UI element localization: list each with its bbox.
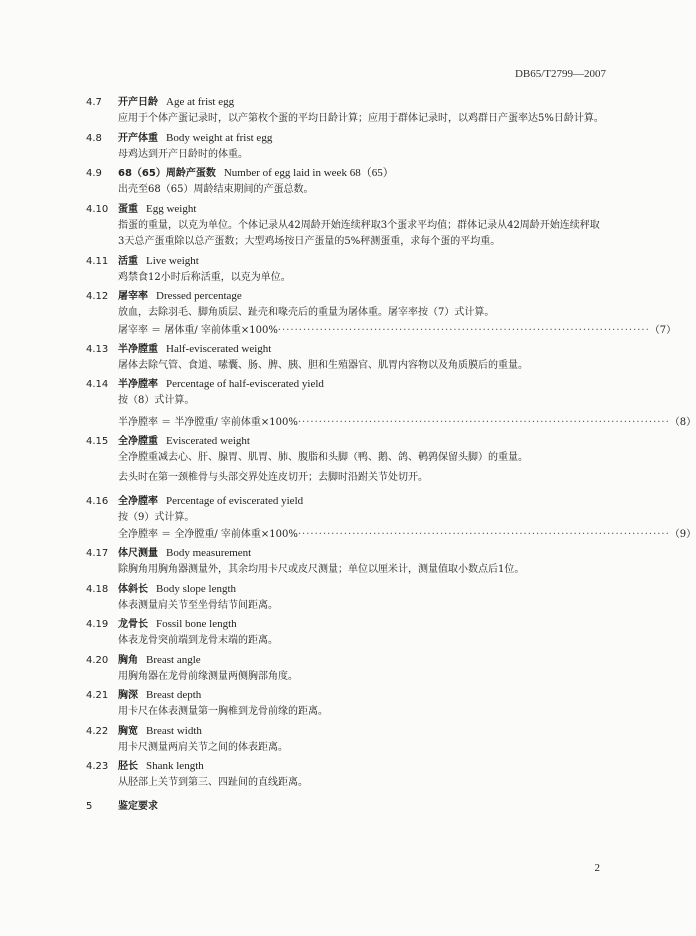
term-definition: 用胸角器在龙骨前缘测量两侧胸部角度。 bbox=[118, 670, 298, 682]
leader-dots: ························································································· bbox=[277, 324, 650, 336]
term-english: Body weight at frist egg bbox=[166, 131, 273, 144]
section-5 bbox=[86, 798, 606, 815]
term-english: Fossil bone length bbox=[156, 618, 237, 630]
equation-number: （8） bbox=[669, 416, 696, 428]
section-4-14 bbox=[86, 376, 696, 431]
term-definition: 出壳至68（65）周龄结束期间的产蛋总数。 bbox=[118, 184, 314, 195]
term-title: 胸角 bbox=[118, 654, 138, 666]
term-title: 胫长 bbox=[118, 761, 138, 772]
section-4-16 bbox=[86, 493, 696, 544]
section-number: 4.8 bbox=[86, 132, 102, 144]
term-english: Egg weight bbox=[146, 202, 197, 215]
formula-8 bbox=[86, 414, 696, 431]
section-4-7 bbox=[86, 94, 606, 128]
section-number: 4.7 bbox=[86, 97, 102, 108]
document-body bbox=[86, 94, 696, 817]
term-definition: 用卡尺在体表测量第一胸椎到龙骨前缘的距离。 bbox=[118, 706, 328, 717]
term-english: Live weight bbox=[146, 254, 199, 267]
term-english: Breast depth bbox=[146, 689, 202, 701]
term-title: 半净膛重 bbox=[118, 343, 158, 355]
term-english: Number of egg laid in week 68（65） bbox=[223, 167, 394, 179]
term-title: 活重 bbox=[118, 255, 138, 267]
section-number: 4.10 bbox=[86, 203, 109, 215]
term-english: Shank length bbox=[146, 760, 204, 772]
term-english: Body measurement bbox=[166, 547, 252, 559]
section-4-11 bbox=[86, 253, 606, 287]
term-title: 体尺测量 bbox=[118, 548, 158, 559]
term-definition: 体表龙骨突前端到龙骨末端的距离。 bbox=[118, 635, 278, 646]
term-english: Breast angle bbox=[146, 653, 201, 666]
term-title: 68（65）周龄产蛋数 bbox=[118, 168, 216, 179]
section-number: 4.12 bbox=[86, 291, 109, 302]
term-title: 全净膛重 bbox=[118, 435, 158, 447]
section-4-8 bbox=[86, 130, 606, 164]
equation-number: （7） bbox=[649, 324, 677, 336]
standard-number: DB65/T2799—2007 bbox=[514, 68, 606, 80]
section-4-20 bbox=[86, 652, 606, 686]
section-number: 4.22 bbox=[86, 725, 109, 737]
section-number: 4.14 bbox=[86, 379, 109, 390]
section-4-12 bbox=[86, 288, 677, 339]
section-4-9 bbox=[86, 165, 606, 199]
section-4-19 bbox=[86, 616, 606, 650]
term-english: Half-eviscerated weight bbox=[166, 342, 272, 355]
term-english: Dressed percentage bbox=[156, 290, 242, 302]
section-number: 4.9 bbox=[86, 168, 102, 179]
term-title: 屠宰率 bbox=[118, 291, 148, 302]
term-definition: 按（8）式计算。 bbox=[118, 395, 195, 406]
section-4-17 bbox=[86, 545, 606, 579]
term-title: 胸深 bbox=[118, 690, 138, 701]
term-definition: 全净膛重减去心、肝、腺胃、肌胃、肺、腹脂和头脚（鸭、鹅、鸽、鹌鹑保留头脚）的重量。 bbox=[118, 451, 528, 463]
section-number: 4.20 bbox=[86, 654, 109, 666]
term-definition: 应用于个体产蛋记录时，以产第枚个蛋的平均日龄计算；应用于群体记录时，以鸡群日产蛋率达5%日龄计算。 bbox=[118, 113, 604, 124]
section-number: 4.15 bbox=[86, 435, 109, 447]
term-definition: 体表测量肩关节至坐骨结节间距离。 bbox=[118, 599, 278, 611]
formula-text: 半净膛率 ＝ 半净膛重/ 宰前体重×100% bbox=[118, 416, 298, 428]
term-english: Age at frist egg bbox=[166, 96, 235, 108]
section-4-22 bbox=[86, 723, 606, 757]
section-4-21 bbox=[86, 687, 606, 721]
term-note: 去头时在第一颈椎骨与头部交界处连皮切开；去脚时沿跗关节处切开。 bbox=[118, 472, 428, 483]
term-title: 开产日龄 bbox=[118, 97, 158, 108]
section-number: 4.11 bbox=[86, 255, 109, 267]
term-title: 鉴定要求 bbox=[118, 800, 158, 812]
term-definition: 母鸡达到开产日龄时的体重。 bbox=[118, 148, 248, 160]
section-4-23 bbox=[86, 758, 606, 792]
section-number: 4.23 bbox=[86, 761, 109, 772]
leader-dots: ························································································· bbox=[297, 416, 670, 428]
section-4-15 bbox=[86, 433, 606, 491]
term-definition: 屠体去除气管、食道、嗉囊、肠、脾、胰、胆和生殖器官、肌胃内容物以及角质膜后的重量。 bbox=[118, 359, 528, 371]
section-number: 4.21 bbox=[86, 690, 109, 701]
term-definition: 用卡尺测量两肩关节之间的体表距离。 bbox=[118, 741, 288, 753]
term-english: Percentage of half-eviscerated yield bbox=[166, 378, 324, 390]
section-4-18 bbox=[86, 581, 606, 615]
formula-text: 全净膛率 ＝ 全净膛重/ 宰前体重×100% bbox=[118, 529, 298, 540]
term-english: Percentage of eviscerated yield bbox=[166, 494, 304, 507]
section-number: 5 bbox=[86, 800, 93, 812]
term-definition: 指蛋的重量，以克为单位。个体记录从42周龄开始连续秤取3个蛋求平均值；群体记录从42周龄开始连续秤取3天总产蛋重除以总产蛋数；大型鸡场按日产蛋量的5%秤测蛋重，求每个蛋的平均重。 bbox=[118, 219, 600, 247]
formula-text: 屠宰率 ＝ 屠体重/ 宰前体重×100% bbox=[118, 324, 278, 336]
section-number: 4.19 bbox=[86, 619, 109, 630]
term-definition: 按（9）式计算。 bbox=[118, 511, 195, 523]
formula-7 bbox=[86, 322, 677, 339]
term-english: Breast width bbox=[146, 724, 202, 737]
term-title: 半净膛率 bbox=[118, 379, 158, 390]
term-english: Body slope length bbox=[156, 582, 237, 595]
term-title: 体斜长 bbox=[118, 583, 148, 595]
section-number: 4.18 bbox=[86, 583, 109, 595]
term-definition: 从胫部上关节到第三、四趾间的直线距离。 bbox=[118, 777, 308, 788]
section-4-10 bbox=[86, 201, 606, 251]
section-number: 4.17 bbox=[86, 548, 109, 559]
section-number: 4.13 bbox=[86, 343, 109, 355]
term-english: Eviscerated weight bbox=[166, 434, 250, 447]
term-title: 开产体重 bbox=[118, 132, 158, 144]
term-title: 全净膛率 bbox=[118, 495, 158, 507]
leader-dots: ························································································· bbox=[297, 529, 670, 540]
term-title: 龙骨长 bbox=[118, 619, 148, 630]
section-4-13 bbox=[86, 341, 606, 375]
term-definition: 鸡禁食12小时后称活重，以克为单位。 bbox=[118, 271, 291, 283]
equation-number: （9） bbox=[669, 529, 696, 540]
formula-9 bbox=[86, 526, 696, 543]
term-title: 胸宽 bbox=[118, 725, 138, 737]
term-definition: 除胸角用胸角器测量外，其余均用卡尺或皮尺测量；单位以厘米计，测量值取小数点后1位。 bbox=[118, 564, 525, 575]
page-number: 2 bbox=[594, 862, 600, 874]
term-title: 蛋重 bbox=[118, 203, 138, 215]
section-number: 4.16 bbox=[86, 495, 109, 507]
term-definition: 放血，去除羽毛、脚角质层、趾壳和喙壳后的重量为屠体重。屠宰率按（7）式计算。 bbox=[118, 307, 495, 318]
